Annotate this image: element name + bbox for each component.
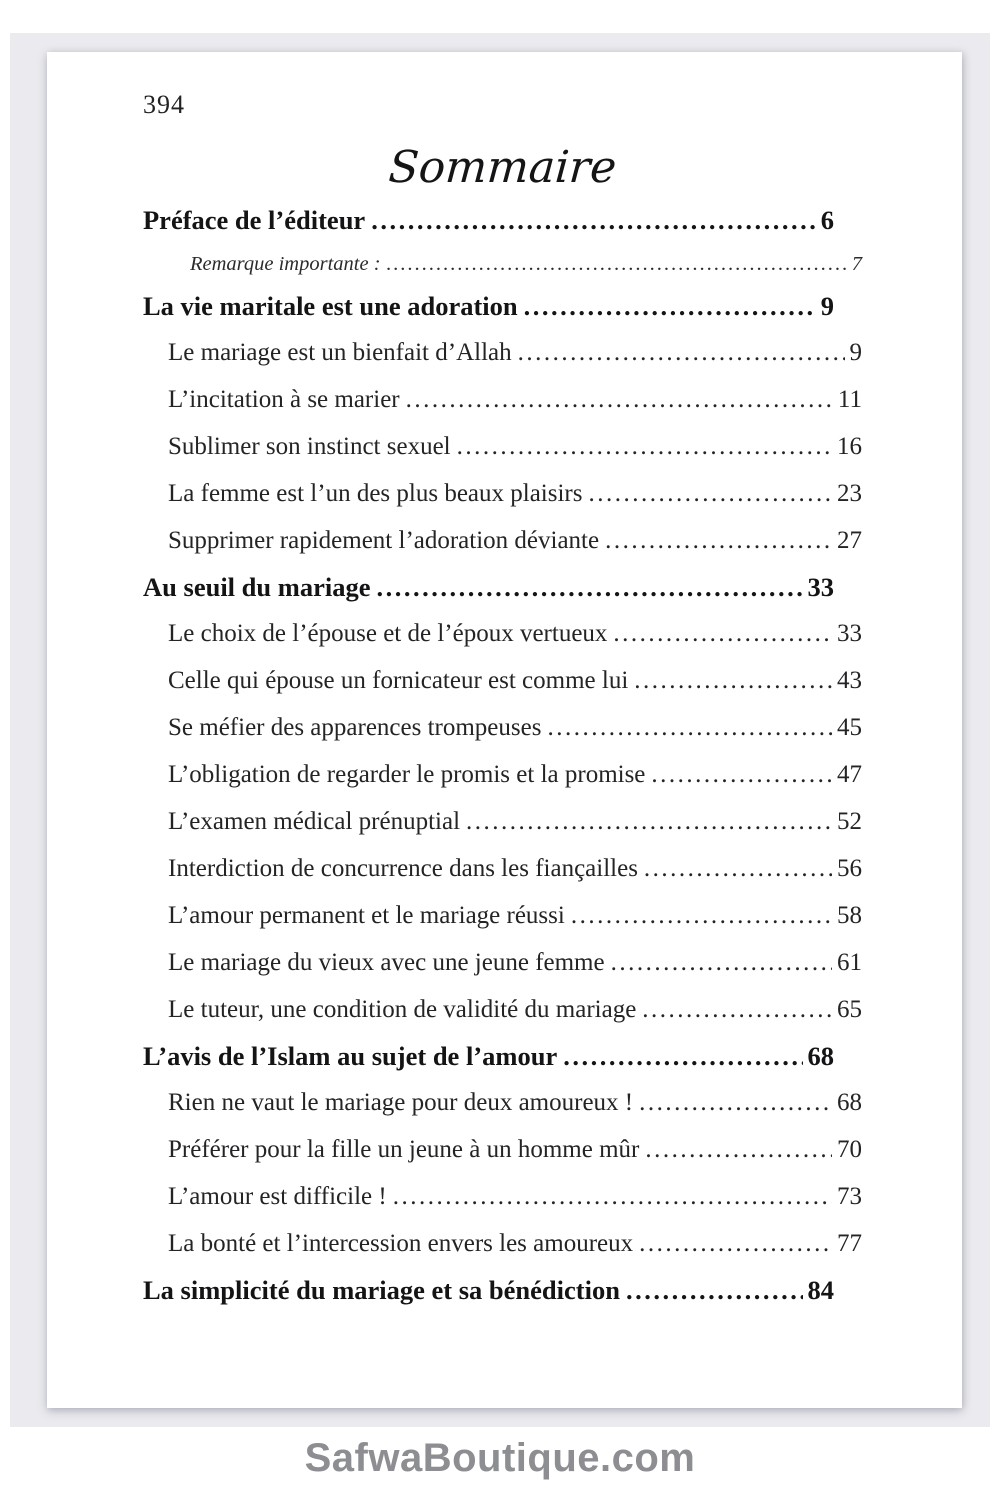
toc-entry xyxy=(143,477,862,510)
toc-entry-page-number: 27 xyxy=(837,527,862,554)
dot-leader xyxy=(588,477,832,510)
dot-leader xyxy=(634,664,832,697)
dot-leader xyxy=(613,617,832,650)
toc-entry-label: Préférer pour la fille un jeune à un homme mûr xyxy=(168,1136,640,1163)
dot-leader xyxy=(626,1274,803,1307)
dot-leader xyxy=(611,946,832,979)
dot-leader xyxy=(639,1227,832,1260)
toc-entry xyxy=(143,290,862,323)
toc-entry-page-number: 45 xyxy=(837,714,862,741)
dot-leader xyxy=(524,290,816,323)
toc-entry xyxy=(143,711,862,744)
toc-entry-label: La vie maritale est une adoration xyxy=(143,291,518,321)
toc-entry-label: La femme est l’un des plus beaux plaisirs xyxy=(168,480,583,507)
watermark-text: SafwaBoutique.com xyxy=(304,1436,696,1480)
toc-entry-label: Supprimer rapidement l’adoration déviante xyxy=(168,527,600,554)
toc-entry xyxy=(143,1086,862,1119)
dot-leader xyxy=(563,1040,802,1073)
toc-entry xyxy=(143,336,862,369)
toc-entry-label: La simplicité du mariage et sa bénédiction xyxy=(143,1275,620,1305)
toc-entry xyxy=(143,852,862,885)
toc-entry-label: Rien ne vaut le mariage pour deux amoureux ! xyxy=(168,1089,634,1116)
dot-leader xyxy=(639,1086,832,1119)
dot-leader xyxy=(571,899,832,932)
toc-entry-label: Au seuil du mariage xyxy=(143,572,371,602)
toc-entry xyxy=(143,524,862,557)
toc-entry-label: Le mariage du vieux avec une jeune femme xyxy=(168,949,605,976)
toc-entry-page-number: 65 xyxy=(837,996,862,1023)
toc-entry-page-number: 33 xyxy=(837,620,862,647)
book-page xyxy=(47,52,962,1408)
dot-leader xyxy=(393,1180,832,1213)
toc-entry xyxy=(143,1040,862,1073)
toc-entry xyxy=(143,430,862,463)
dot-leader xyxy=(376,571,802,604)
toc-entry-page-number: 6 xyxy=(820,205,834,235)
toc-entry-label: L’obligation de regarder le promis et la promise xyxy=(168,761,646,788)
toc-entry-page-number: 58 xyxy=(837,902,862,929)
toc-entry-label: Le choix de l’épouse et de l’époux vertueux xyxy=(168,620,608,647)
toc-entry xyxy=(143,805,862,838)
toc-entry xyxy=(143,617,862,650)
toc-entry-label: Le mariage est un bienfait d’Allah xyxy=(168,339,512,366)
toc-entry xyxy=(143,899,862,932)
toc-entry-label: Celle qui épouse un fornicateur est comme lui xyxy=(168,667,629,694)
toc-entry-label: L’examen médical prénuptial xyxy=(168,808,461,835)
toc-entry-page-number: 73 xyxy=(837,1183,862,1210)
gray-backdrop xyxy=(10,33,990,1480)
toc-entry-label: L’amour permanent et le mariage réussi xyxy=(168,902,565,929)
toc-entry-page-number: 9 xyxy=(849,339,862,366)
toc-entry-page-number: 16 xyxy=(837,433,862,460)
toc-entry xyxy=(143,946,862,979)
toc-entry-page-number: 47 xyxy=(837,761,862,788)
dot-leader xyxy=(605,524,832,557)
toc-entry xyxy=(143,664,862,697)
dot-leader xyxy=(547,711,832,744)
page-number: 394 xyxy=(143,90,185,119)
toc-entry xyxy=(143,250,862,278)
toc-entry-page-number: 33 xyxy=(807,572,834,602)
toc-entry-page-number: 68 xyxy=(837,1089,862,1116)
toc-entry-page-number: 11 xyxy=(837,386,862,413)
dot-leader xyxy=(457,430,832,463)
toc-entry-label: Le tuteur, une condition de validité du mariage xyxy=(168,996,637,1023)
dot-leader xyxy=(371,204,816,237)
toc-entry-page-number: 84 xyxy=(807,1275,834,1305)
toc-entry-label: Interdiction de concurrence dans les fiançailles xyxy=(168,855,638,882)
toc-entry xyxy=(143,383,862,416)
toc-entry-label: Remarque importante : xyxy=(190,253,381,275)
toc-entry-page-number: 23 xyxy=(837,480,862,507)
toc-entry-page-number: 68 xyxy=(807,1041,834,1071)
toc-entry xyxy=(143,571,862,604)
toc-entry xyxy=(143,993,862,1026)
toc-entry xyxy=(143,1227,862,1260)
toc-entry-page-number: 56 xyxy=(837,855,862,882)
toc-entry xyxy=(143,1180,862,1213)
dot-leader xyxy=(651,758,832,791)
toc-entry-page-number: 61 xyxy=(837,949,862,976)
table-of-contents xyxy=(143,204,862,1307)
toc-entry-page-number: 7 xyxy=(851,253,862,275)
toc-entry-label: L’amour est difficile ! xyxy=(168,1183,387,1210)
toc-entry xyxy=(143,758,862,791)
toc-entry-page-number: 52 xyxy=(837,808,862,835)
dot-leader xyxy=(406,383,833,416)
toc-entry-page-number: 70 xyxy=(837,1136,862,1163)
dot-leader xyxy=(645,1133,832,1166)
dot-leader xyxy=(387,250,847,278)
toc-entry-label: Se méfier des apparences trompeuses xyxy=(168,714,542,741)
toc-entry xyxy=(143,1274,862,1307)
toc-entry-label: Sublimer son instinct sexuel xyxy=(168,433,451,460)
toc-entry xyxy=(143,204,862,237)
toc-entry-page-number: 9 xyxy=(820,291,834,321)
toc-entry-label: Préface de l’éditeur xyxy=(143,205,366,235)
toc-entry xyxy=(143,1133,862,1166)
dot-leader xyxy=(642,993,832,1026)
toc-entry-label: La bonté et l’intercession envers les amoureux xyxy=(168,1230,634,1257)
toc-entry-page-number: 77 xyxy=(837,1230,862,1257)
dot-leader xyxy=(518,336,845,369)
toc-entry-label: L’avis de l’Islam au sujet de l’amour xyxy=(143,1041,558,1071)
toc-entry-label: L’incitation à se marier xyxy=(168,386,400,413)
dot-leader xyxy=(466,805,832,838)
dot-leader xyxy=(644,852,832,885)
sommaire-title: Sommaire xyxy=(387,142,619,193)
toc-entry-page-number: 43 xyxy=(837,667,862,694)
